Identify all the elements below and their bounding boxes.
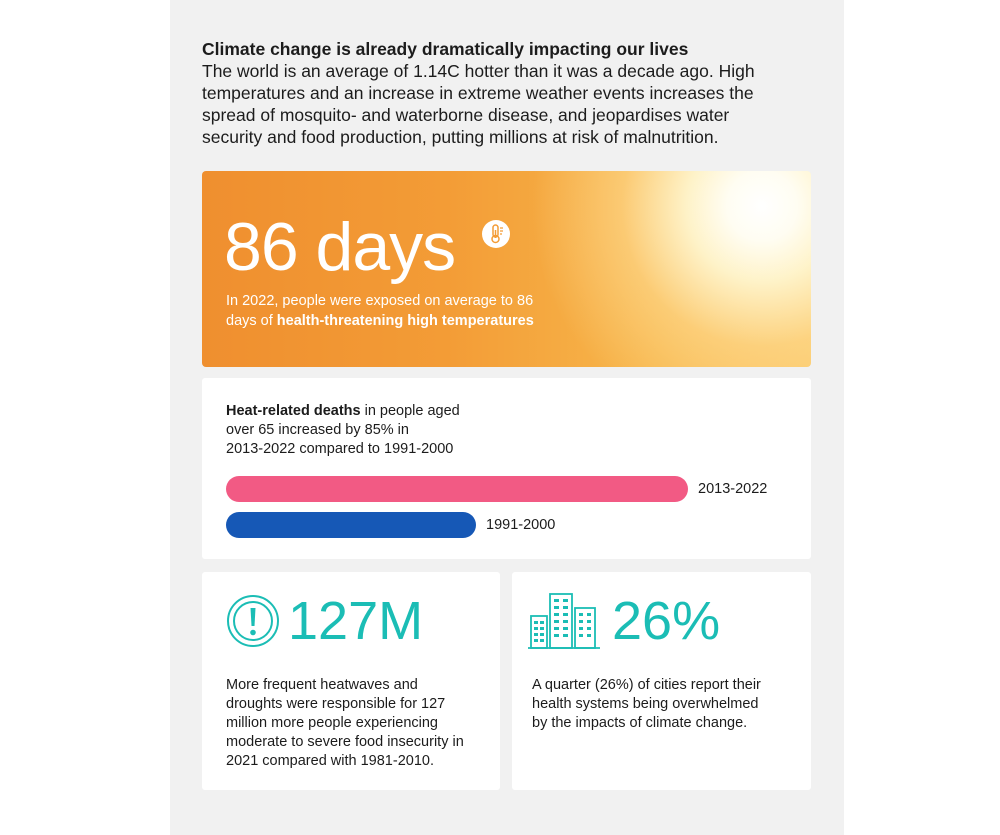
heat-days-number: 86 days: [224, 209, 456, 285]
heat-deaths-card: [202, 378, 811, 559]
heat-exposure-panel: [202, 171, 811, 367]
intro-line: temperatures and an increase in extreme weather events increases the: [202, 83, 754, 103]
food-line: moderate to severe food insecurity in: [226, 734, 464, 750]
heat-deaths-text: [226, 402, 506, 459]
alert-circle-icon: [226, 594, 280, 648]
intro-line: The world is an average of 1.14C hotter than it was a decade ago. High: [202, 61, 755, 81]
food-line: 2021 compared with 1981-2010.: [226, 753, 434, 769]
food-line: droughts were responsible for 127: [226, 696, 446, 712]
cities-health-card: [512, 572, 811, 790]
intro-title: Climate change is already dramatically impacting our lives: [202, 39, 689, 59]
bar-2013-2022: [226, 476, 688, 502]
intro-line: spread of mosquito- and waterborne disease, and jeopardises water: [202, 105, 730, 125]
city-buildings-icon: [528, 590, 600, 650]
heat-line-2-prefix: days of: [226, 313, 277, 329]
heat-deaths-bold: Heat-related deaths: [226, 403, 361, 419]
cities-text: [532, 676, 807, 733]
food-insecurity-text: [226, 676, 496, 771]
cities-line: A quarter (26%) of cities report their: [532, 677, 761, 693]
food-insecurity-number: 127M: [288, 591, 424, 651]
heat-description: [226, 291, 586, 331]
food-line: million more people experiencing: [226, 715, 438, 731]
intro-line: security and food production, putting millions at risk of malnutrition.: [202, 127, 719, 147]
food-line: More frequent heatwaves and: [226, 677, 418, 693]
cities-percentage: 26%: [612, 591, 721, 651]
heat-line-2-bold: health-threatening high temperatures: [276, 313, 534, 329]
heat-line-1: In 2022, people were exposed on average to 86: [226, 293, 534, 309]
bar-1991-2000: [226, 512, 476, 538]
heat-deaths-line-2: over 65 increased by 85% in: [226, 422, 409, 438]
intro-body: [202, 60, 802, 148]
heat-deaths-line-3: 2013-2022 compared to 1991-2000: [226, 441, 454, 457]
bar-label-2013-2022: 2013-2022: [698, 481, 768, 497]
intro-section: [202, 38, 802, 148]
cities-line: health systems being overwhelmed: [532, 696, 759, 712]
thermometer-sun-icon: [481, 219, 511, 249]
bar-label-1991-2000: 1991-2000: [486, 517, 556, 533]
cities-line: by the impacts of climate change.: [532, 715, 748, 731]
heat-deaths-line-1: in people aged: [360, 403, 460, 419]
food-insecurity-card: [202, 572, 500, 790]
